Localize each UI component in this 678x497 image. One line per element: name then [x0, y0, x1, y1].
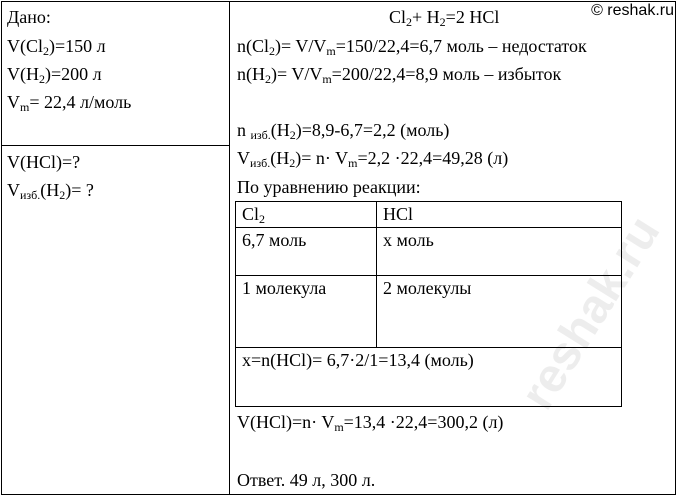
given-vm: $V_m= 22,4$ л/моль [7, 92, 132, 114]
given-v-h2: $V(H_2)=200$ л [7, 64, 102, 86]
n-h2-line: $n(H_2)= V/V_m=200/22,4=8,9$ моль – избыток [237, 64, 562, 86]
table-cell-cl2-molecules: 1 молекула [236, 276, 377, 348]
given-find-divider [1, 145, 230, 146]
n-cl2-line: $n(Cl_2)= V/V_m=150/22,4=6,7$ моль – недостаток [237, 36, 587, 58]
table-header-cl2: $Cl_2$ [236, 202, 377, 228]
given-title: Дано: [7, 7, 51, 27]
watermark-large: reshak.ru [510, 207, 671, 419]
proportion-table [235, 201, 622, 407]
table-result-row: x=n(HCl)= 6,7·2/1=13,4 (моль) [236, 348, 622, 407]
find-v-hcl: V(HCl)=? [7, 152, 81, 172]
answer-line: Ответ. 49 л, 300 л. [237, 470, 376, 490]
v-excess-line: $V_{изб.}(H_2)= n\cdot V_m=2,2 \cdot 22,4=49,28$ (л) [237, 148, 509, 170]
reaction-equation: $Cl_2+ H_2=2$ HCl [389, 7, 500, 29]
v-hcl-line: $V(HCl)=n\cdot V_m=13,4 \cdot 22,4=300,2$ (л) [237, 412, 504, 434]
n-excess-line: n $_{изб.}(H_2)=8,9-6,7=2,2$ (моль) [237, 120, 450, 142]
given-v-cl2: $V(Cl_2)=150$ л [7, 36, 106, 58]
table-cell-hcl-moles: x моль [377, 228, 622, 276]
table-cell-cl2-moles: 6,7 моль [236, 228, 377, 276]
find-v-excess: $V_{изб.}(H_2)=$ ? [7, 180, 94, 202]
table-header-hcl: HCl [377, 202, 622, 228]
watermark: © reshak.ru [591, 2, 674, 19]
by-equation-label: По уравнению реакции: [237, 177, 421, 197]
table-cell-hcl-molecules: 2 молекулы [377, 276, 622, 348]
column-divider [229, 1, 230, 495]
